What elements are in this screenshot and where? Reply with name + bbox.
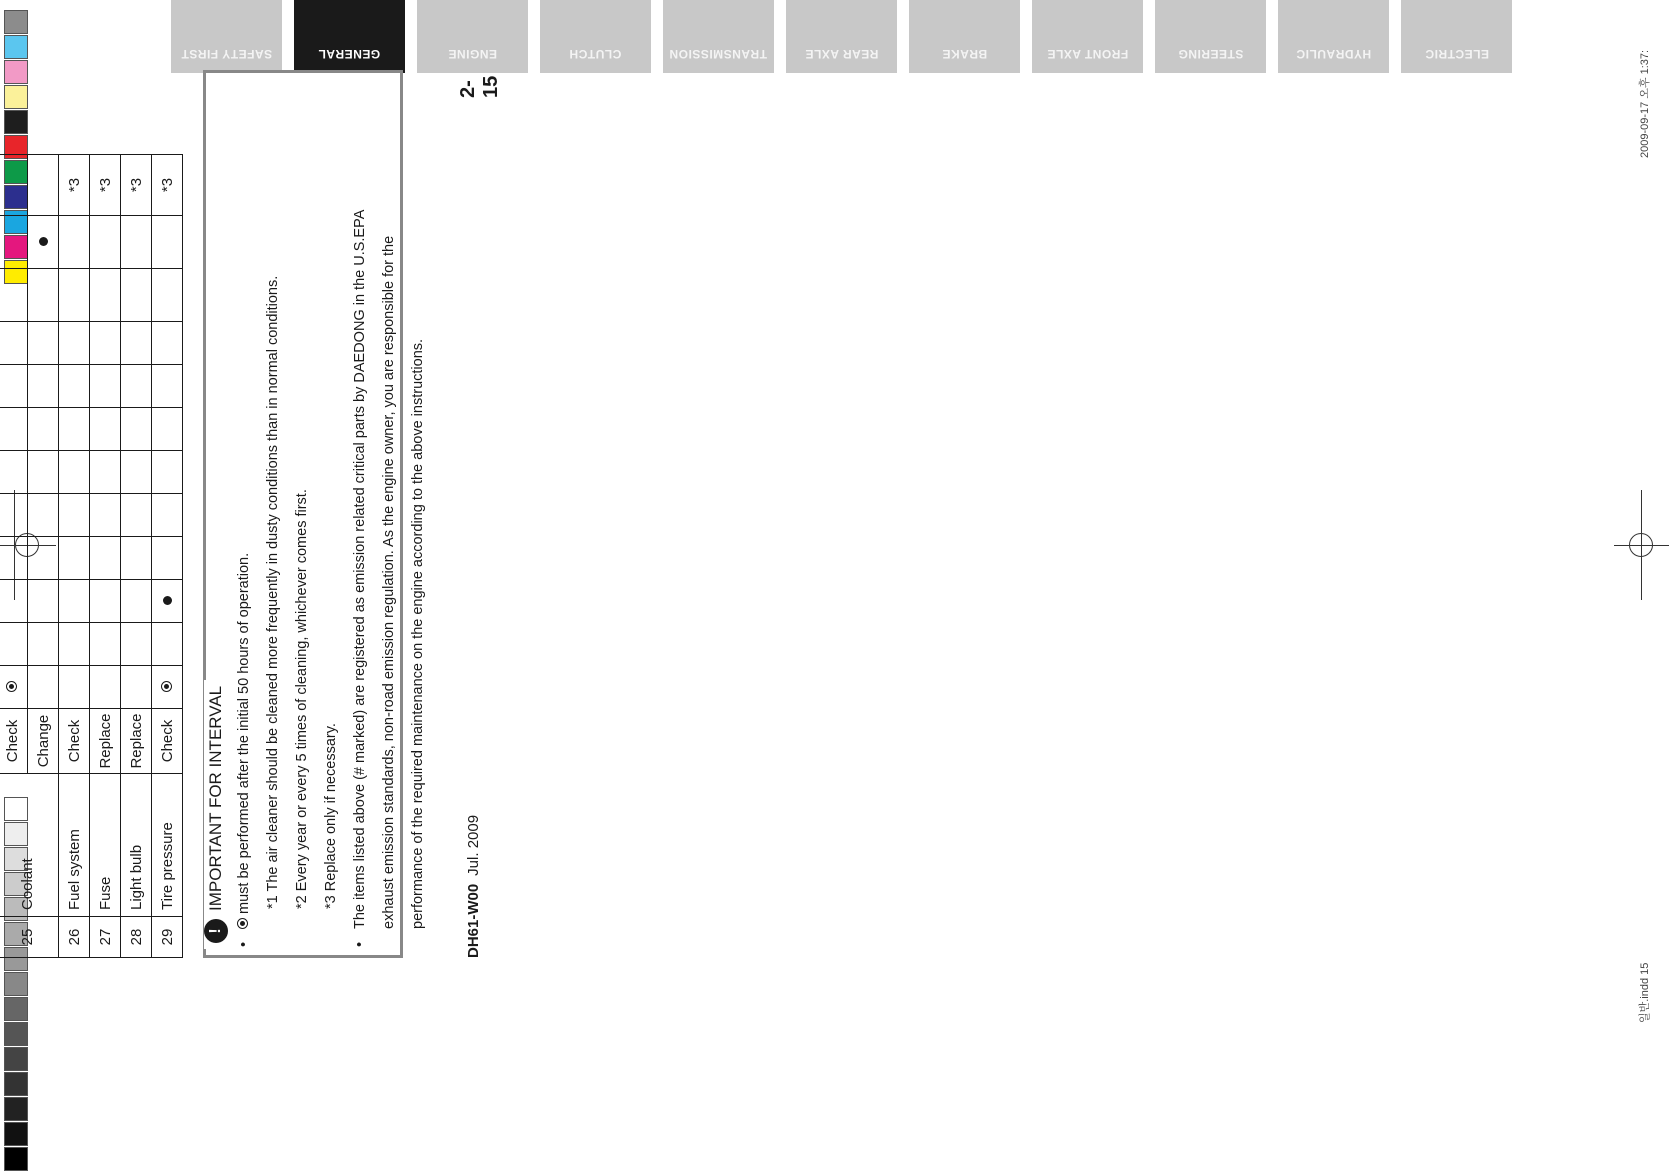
page-number: 2-15 xyxy=(457,75,502,98)
table-row xyxy=(152,154,183,957)
cell-no: 25 xyxy=(0,917,59,958)
cell-mark xyxy=(28,580,59,623)
cell-item: Coolant xyxy=(0,774,59,917)
cell-mark xyxy=(90,494,121,537)
table-row xyxy=(121,154,152,957)
cell-mark xyxy=(152,451,183,494)
cell-mark xyxy=(90,216,121,269)
cell-mark xyxy=(90,537,121,580)
cell-mark xyxy=(28,451,59,494)
manual-page xyxy=(0,58,515,958)
important-title xyxy=(204,680,228,949)
color-swatch xyxy=(4,10,28,34)
tab-transmission[interactable]: TRANSMISSION xyxy=(663,0,774,73)
gray-swatch xyxy=(4,1147,28,1171)
gray-swatch xyxy=(4,1072,28,1096)
cell-mark xyxy=(152,322,183,365)
cell-mark xyxy=(59,537,90,580)
cell-mark xyxy=(90,580,121,623)
cell-mark xyxy=(28,623,59,666)
cell-remarks xyxy=(28,154,59,215)
table-row xyxy=(90,154,121,957)
cell-mark xyxy=(59,451,90,494)
cell-mark xyxy=(121,269,152,322)
cell-mark xyxy=(28,365,59,408)
cell-mark xyxy=(121,666,152,709)
cell-mark xyxy=(121,494,152,537)
cell-mark xyxy=(0,408,28,451)
circle-dot-icon xyxy=(161,682,172,693)
cell-no: 26 xyxy=(59,917,90,958)
gray-swatch xyxy=(4,1047,28,1071)
tab-safety-first[interactable]: SAFETY FIRST xyxy=(171,0,282,73)
cell-action: Check xyxy=(152,709,183,774)
cell-mark xyxy=(152,494,183,537)
cell-action: Check xyxy=(0,709,28,774)
cell-mark xyxy=(121,623,152,666)
cell-action: Change xyxy=(28,709,59,774)
cell-item: Tire pressure xyxy=(152,774,183,917)
cell-mark xyxy=(121,365,152,408)
cell-mark xyxy=(152,580,183,623)
cell-mark xyxy=(90,451,121,494)
cell-mark xyxy=(0,580,28,623)
gray-swatch xyxy=(4,1122,28,1146)
tab-steering[interactable]: STEERING xyxy=(1155,0,1266,73)
cell-item: Fuse xyxy=(90,774,121,917)
tab-hydraulic[interactable]: HYDRAULIC xyxy=(1278,0,1389,73)
doc-code: DH61-W00Jul. 2009 xyxy=(465,814,482,958)
cell-mark xyxy=(28,322,59,365)
cell-mark xyxy=(28,269,59,322)
cell-mark xyxy=(0,494,28,537)
cell-mark xyxy=(121,451,152,494)
cell-remarks: *3 xyxy=(121,154,152,215)
cell-mark xyxy=(59,408,90,451)
tab-front-axle[interactable]: FRONT AXLE xyxy=(1032,0,1143,73)
table-body xyxy=(0,154,183,957)
cell-mark xyxy=(28,216,59,269)
cell-mark xyxy=(0,322,28,365)
cell-mark xyxy=(28,408,59,451)
cell-mark xyxy=(28,494,59,537)
note-line-3: *2 Every year or every 5 times of cleaning, whichever comes first. xyxy=(294,489,310,909)
cell-mark xyxy=(152,537,183,580)
cell-mark xyxy=(121,580,152,623)
cell-mark xyxy=(152,269,183,322)
cell-mark xyxy=(59,666,90,709)
cell-action: Check xyxy=(59,709,90,774)
cell-remarks: *3 xyxy=(152,154,183,215)
important-body xyxy=(230,209,433,947)
gray-swatch xyxy=(4,1022,28,1046)
maintenance-table xyxy=(0,154,183,958)
cell-mark xyxy=(0,269,28,322)
exclamation-icon: ! xyxy=(204,919,228,943)
cell-no: 28 xyxy=(121,917,152,958)
cell-remarks: *3 xyxy=(90,154,121,215)
table-row xyxy=(0,154,28,957)
note-line-1: • must be performed after the initial 50 hours of operation. xyxy=(236,552,252,947)
cell-mark xyxy=(59,494,90,537)
table-row xyxy=(59,154,90,957)
gray-swatch xyxy=(4,972,28,996)
cell-mark xyxy=(59,580,90,623)
note-line-7: performance of the required maintenance on the engine according to the above instructions. xyxy=(410,338,426,929)
tab-rear-axle[interactable]: REAR AXLE xyxy=(786,0,897,73)
cell-mark xyxy=(59,623,90,666)
cell-remarks xyxy=(0,154,28,215)
cell-mark xyxy=(152,623,183,666)
cell-mark xyxy=(0,216,28,269)
tab-general[interactable]: GENERAL xyxy=(294,0,405,73)
cell-mark xyxy=(59,269,90,322)
cell-mark xyxy=(0,623,28,666)
circle-dot-icon xyxy=(237,918,248,929)
note-line-2: *1 The air cleaner should be cleaned more frequently in dusty conditions than in normal conditions. xyxy=(265,275,281,909)
circle-dot-icon xyxy=(6,682,17,693)
cell-no: 27 xyxy=(90,917,121,958)
gray-swatch xyxy=(4,997,28,1021)
cell-mark xyxy=(28,666,59,709)
cell-mark xyxy=(28,537,59,580)
cell-remarks: *3 xyxy=(59,154,90,215)
cell-mark xyxy=(90,408,121,451)
cell-mark xyxy=(152,216,183,269)
cell-mark xyxy=(90,666,121,709)
cell-action: Replace xyxy=(121,709,152,774)
note-line-5: • The items listed above (# marked) are registered as emission related critical parts by DAEDONG in the U.S.EPA xyxy=(352,209,368,947)
cell-mark xyxy=(121,408,152,451)
filled-dot-icon xyxy=(39,238,48,247)
cell-mark xyxy=(0,365,28,408)
cell-mark xyxy=(121,216,152,269)
cell-mark xyxy=(90,623,121,666)
cell-mark xyxy=(121,322,152,365)
cell-mark xyxy=(0,451,28,494)
note-line-4: *3 Replace only if necessary. xyxy=(323,723,339,909)
cell-action: Replace xyxy=(90,709,121,774)
important-box xyxy=(203,70,426,958)
cell-mark xyxy=(152,408,183,451)
tab-engine[interactable]: ENGINE xyxy=(417,0,528,73)
cell-item: Fuel system xyxy=(59,774,90,917)
cell-mark xyxy=(90,322,121,365)
filled-dot-icon xyxy=(163,597,172,606)
cell-item: Light bulb xyxy=(121,774,152,917)
cell-mark xyxy=(90,365,121,408)
gray-swatch xyxy=(4,1097,28,1121)
tab-brake[interactable]: BRAKE xyxy=(909,0,1020,73)
tab-electric[interactable]: ELECTRIC xyxy=(1401,0,1512,73)
cell-mark xyxy=(121,537,152,580)
cell-mark xyxy=(59,216,90,269)
doc-date: Jul. 2009 xyxy=(465,814,482,876)
cell-mark xyxy=(152,365,183,408)
cell-mark xyxy=(152,666,183,709)
color-swatch xyxy=(4,35,28,59)
note-line-6: exhaust emission standards, non-road emission regulation. As the engine owner, you are responsible for the xyxy=(381,235,397,929)
tab-clutch[interactable]: CLUTCH xyxy=(540,0,651,73)
cell-mark xyxy=(59,322,90,365)
slug-file: 일반.indd 15 xyxy=(1639,962,1651,1023)
important-title-text: IMPORTANT FOR INTERVAL xyxy=(206,685,225,911)
print-slug xyxy=(1632,8,1669,1023)
cell-mark xyxy=(90,269,121,322)
cell-mark xyxy=(0,666,28,709)
cell-mark xyxy=(0,537,28,580)
cell-no: 29 xyxy=(152,917,183,958)
cell-mark xyxy=(59,365,90,408)
slug-timestamp: 2009-09-17 오후 1:37: xyxy=(1639,49,1651,158)
